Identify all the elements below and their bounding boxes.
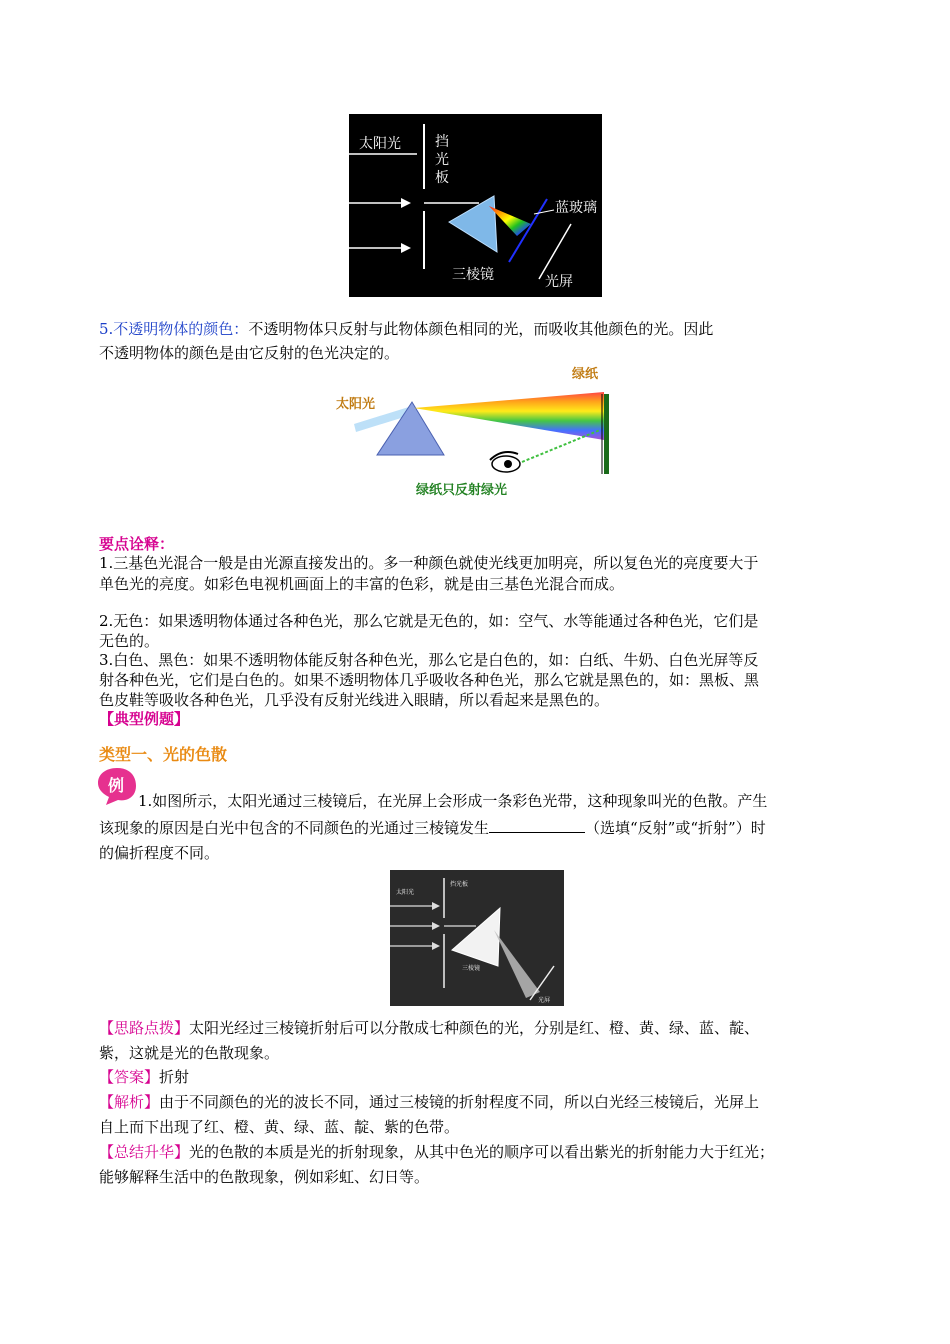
example-badge-label: 例 [108, 776, 125, 795]
label-screen: 光屏 [545, 274, 573, 290]
keypoint-3-line-3: 色皮鞋等吸收各种色光，几乎没有反射光线进入眼睛，所以看起来是黑色的。 [99, 691, 610, 709]
question-line-2: 该现象的原因是白光中包含的不同颜色的光通过三棱镜发生 （选填“反射”或“折射”）时 [99, 819, 766, 837]
label-green-paper: 绿纸 [572, 367, 599, 382]
answer-blank[interactable] [489, 818, 585, 833]
explain-line-1: 【解析】由于不同颜色的光的波长不同，通过三棱镜的折射程度不同，所以白光经三棱镜后，光屏上 [99, 1093, 760, 1111]
keypoint-2-line-1: 2.无色：如果透明物体通过各种色光，那么它就是无色的，如：空气、水等能通过各种色光，它们是 [99, 612, 759, 630]
section-5-title: 5.不透明物体的颜色： [99, 320, 249, 338]
explain-line-2: 自上而下出现了红、橙、黄、绿、蓝、靛、紫的色带。 [99, 1118, 460, 1136]
answer-text: 折射 [159, 1068, 190, 1086]
label-prism: 三棱镜 [452, 267, 494, 283]
question-line-1: 1.如图所示，太阳光通过三棱镜后，在光屏上会形成一条彩色光带，这种现象叫光的色散。产生 [138, 792, 768, 810]
hint-tag: 【思路点拨】 [99, 1019, 190, 1037]
fig3-label-sunlight: 太阳光 [396, 889, 415, 896]
examples-header: 【典型例题】 [99, 710, 190, 728]
dispersion-diagram-gray [390, 870, 564, 1006]
summary-line-2: 能够解释生活中的色散现象，例如彩虹、幻日等。 [99, 1168, 430, 1186]
label-sunlight-2: 太阳光 [336, 397, 376, 412]
keypoint-2-line-2: 无色的。 [99, 632, 160, 650]
keypoint-1-line-2: 单色光的亮度。如彩色电视机画面上的丰富的色彩，就是由三基色光混合而成。 [99, 575, 625, 593]
fig3-label-prism: 三棱镜 [462, 965, 481, 972]
type-1-title: 类型一、光的色散 [99, 745, 228, 764]
keypoint-3-line-1: 3.白色、黑色：如果不透明物体能反射各种色光，那么它是白色的，如：白纸、牛奶、白色光屏等反 [99, 651, 759, 669]
keypoint-3-line-2: 射各种色光，它们是白色的。如果不透明物体几乎吸收各种色光，那么它就是黑色的，如：黑板、黑 [99, 671, 760, 689]
label-blue-glass: 蓝玻璃 [555, 200, 597, 216]
section-5-line-1: 5.不透明物体的颜色：不透明物体只反射与此物体颜色相同的光，而吸收其他颜色的光。因此 [99, 320, 714, 338]
label-board-2: 光 [435, 152, 449, 168]
answer-tag: 【答案】 [99, 1068, 160, 1086]
summary-line-1: 【总结升华】光的色散的本质是光的折射现象，从其中色光的顺序可以看出紫光的折射能力大于红光； [99, 1143, 775, 1161]
label-board-3: 板 [435, 170, 449, 186]
summary-tag: 【总结升华】 [99, 1143, 190, 1161]
hint-line-1: 【思路点拨】太阳光经过三棱镜折射后可以分散成七种颜色的光，分别是红、橙、黄、绿、蓝、靛、 [99, 1019, 760, 1037]
hint-line-2: 紫，这就是光的色散现象。 [99, 1044, 280, 1062]
green-paper-caption: 绿纸只反射绿光 [416, 483, 508, 498]
keypoint-1-line-1: 1.三基色光混合一般是由光源直接发出的。多一种颜色就使光线更加明亮，所以复色光的亮度要大于 [99, 554, 759, 572]
question-line-3: 的偏折程度不同。 [99, 844, 220, 862]
green-paper-diagram [332, 362, 622, 504]
answer-line [99, 1066, 189, 1088]
section-5-line-2: 不透明物体的颜色是由它反射的色光决定的。 [99, 344, 400, 362]
keypoints-title: 要点诠释： [99, 535, 175, 553]
label-sunlight: 太阳光 [359, 136, 401, 152]
example-badge [96, 766, 138, 806]
explain-tag: 【解析】 [99, 1093, 160, 1111]
fig3-label-board: 挡光板 [450, 881, 469, 888]
fig3-label-screen: 光屏 [538, 997, 551, 1004]
dispersion-diagram-blue-glass [349, 114, 602, 297]
label-board-1: 挡 [435, 134, 449, 150]
